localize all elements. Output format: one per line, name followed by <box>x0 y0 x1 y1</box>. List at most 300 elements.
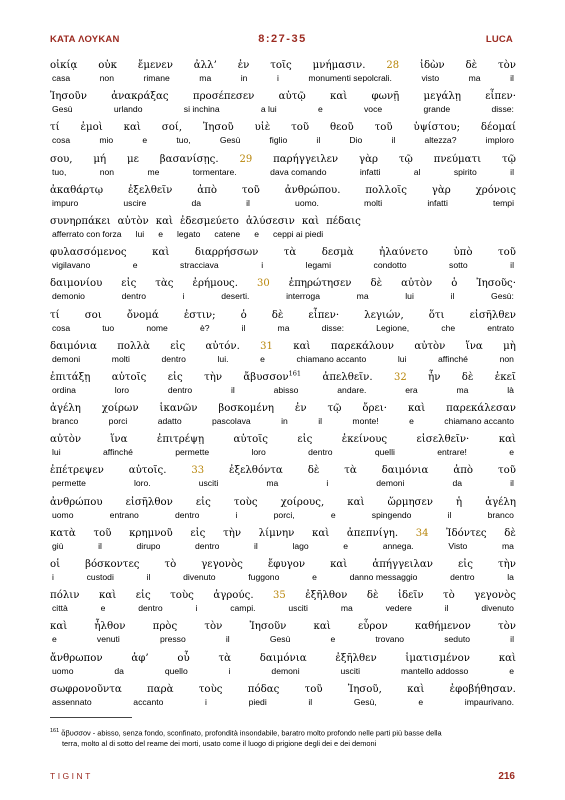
greek-word: δαιμόνια <box>381 465 429 477</box>
italian-gloss: andare. <box>337 384 367 395</box>
italian-gloss: da <box>452 478 463 489</box>
italian-gloss: non <box>99 73 114 83</box>
italian-gloss: Legione, <box>376 322 410 333</box>
greek-word: ὄνομά <box>126 309 159 321</box>
greek-word: αὐτὸν <box>50 434 82 446</box>
italian-gloss: il <box>510 166 514 177</box>
greek-word: τοῖς <box>270 60 292 71</box>
greek-word: παρεκάλουν <box>330 340 394 352</box>
greek-word: τοὺς <box>233 496 258 508</box>
italian-gloss: entrano <box>109 509 139 520</box>
italian-gloss-line <box>50 541 516 552</box>
italian-gloss: demoni <box>271 665 300 676</box>
greek-word: ἀπελθεῖν. <box>322 371 373 383</box>
italian-gloss: casa <box>52 73 71 83</box>
italian-gloss: impaurivano. <box>464 696 514 707</box>
italian-gloss: e <box>260 353 265 364</box>
italian-gloss: spirito <box>453 166 477 177</box>
greek-word: τοῦ <box>291 122 310 134</box>
italian-gloss: entrare! <box>437 447 467 458</box>
greek-word: ἡ <box>456 496 463 508</box>
italian-gloss: e <box>132 260 138 271</box>
greek-word: με <box>127 153 139 165</box>
greek-word: ἵνα <box>110 434 128 446</box>
greek-word: ἐστιν; <box>183 309 216 321</box>
italian-gloss: rimane <box>143 73 170 83</box>
italian-gloss: ma <box>501 540 514 551</box>
interlinear-line <box>50 433 516 464</box>
italian-gloss: il <box>308 696 313 707</box>
greek-word: ὁ <box>451 278 458 290</box>
italian-gloss: loro. <box>133 478 151 489</box>
greek-word: πολλὰ <box>117 340 150 352</box>
italian-gloss: loro <box>251 447 266 458</box>
greek-word-text: ἄβυσσον <box>243 371 289 383</box>
italian-gloss: demonio <box>52 291 85 302</box>
italian-gloss: lui <box>52 447 61 458</box>
greek-word: ἀνθρώπου. <box>284 184 341 196</box>
italian-gloss: altezza? <box>424 135 457 146</box>
greek-word: παρεκάλεσαν <box>446 403 516 415</box>
greek-word: πόδας <box>247 683 280 695</box>
interlinear-text <box>50 59 516 714</box>
greek-word: τῷ <box>398 153 413 165</box>
italian-gloss-line <box>50 354 516 365</box>
italian-gloss-line <box>50 510 516 521</box>
italian-gloss: assennato <box>52 696 92 707</box>
greek-word: ἐφοβήθησαν. <box>449 683 516 695</box>
italian-gloss: uscire <box>123 197 147 208</box>
greek-word: καὶ <box>498 652 516 664</box>
interlinear-line <box>50 527 516 558</box>
greek-word: αὐτοῖς <box>233 434 268 446</box>
interlinear-line <box>50 496 516 527</box>
italian-gloss: Visto <box>448 540 468 551</box>
italian-gloss: ceppi ai piedi <box>273 228 324 239</box>
greek-word: τὴν <box>497 559 516 570</box>
italian-gloss-line <box>50 135 516 146</box>
greek-word: τοὺς <box>170 590 194 602</box>
greek-word: ἰδὼν <box>419 60 445 71</box>
italian-gloss: disse: <box>321 322 345 333</box>
italian-gloss: uomo <box>52 509 74 520</box>
italian-gloss: il <box>254 540 258 551</box>
greek-word: σοι <box>84 309 102 321</box>
italian-gloss: il <box>241 322 246 333</box>
greek-word: καὶ <box>347 496 365 508</box>
greek-word: καὶ <box>407 403 426 415</box>
greek-word: καὶ <box>313 621 331 633</box>
italian-gloss: infatti <box>359 166 381 177</box>
greek-line <box>50 558 516 572</box>
greek-word: ἀφ’ <box>131 652 149 664</box>
footnote-divider <box>50 717 132 718</box>
greek-word: εἰς <box>121 278 137 290</box>
greek-word: παρὰ <box>147 683 174 695</box>
greek-word: τὴν <box>223 527 242 539</box>
greek-word: βοσκομένη <box>218 403 274 415</box>
interlinear-line <box>50 558 516 589</box>
greek-word: τὸ <box>164 559 177 570</box>
greek-word: πολλοῖς <box>365 184 407 196</box>
italian-gloss: dava comando <box>270 166 327 177</box>
greek-word: καὶ <box>330 559 348 570</box>
greek-line <box>50 309 516 323</box>
italian-gloss: legami <box>305 260 331 271</box>
verse-number: 35 <box>273 590 286 602</box>
interlinear-line <box>50 464 516 495</box>
greek-word: ἐμοὶ <box>80 122 103 134</box>
greek-word: κατὰ <box>50 527 76 539</box>
greek-word: δὲ <box>307 465 320 477</box>
italian-gloss: abisso <box>273 384 299 395</box>
footnote-reference[interactable]: 161 <box>288 369 302 378</box>
greek-word: δὲ <box>370 278 383 290</box>
interlinear-line <box>50 683 516 714</box>
greek-word: ἀπὸ <box>453 465 474 477</box>
italian-gloss: ma <box>199 73 212 83</box>
greek-word: εἰς <box>297 434 313 446</box>
interlinear-line <box>50 121 516 152</box>
italian-gloss: e <box>317 104 323 115</box>
greek-word: προσέπεσεν <box>192 91 255 103</box>
greek-line <box>50 184 516 198</box>
italian-gloss: là <box>507 384 514 395</box>
italian-gloss: condotto <box>373 260 407 271</box>
greek-word: εἰς <box>167 371 183 383</box>
greek-line <box>50 246 516 260</box>
italian-gloss: molti <box>364 197 383 208</box>
italian-gloss-line <box>50 229 516 240</box>
italian-gloss: affinché <box>438 353 468 364</box>
greek-word: ὑψίστου; <box>413 122 461 134</box>
italian-gloss: visto <box>421 73 440 83</box>
greek-word: σοί, <box>161 122 183 134</box>
italian-gloss: pascolava <box>212 416 251 427</box>
greek-word: οὗ <box>177 652 190 664</box>
italian-gloss: porci, <box>273 509 295 520</box>
greek-line <box>50 402 516 416</box>
greek-line <box>50 371 516 385</box>
greek-word: γεγονὸς <box>201 559 243 570</box>
greek-word: ἀπήγγειλαν <box>372 559 433 570</box>
italian-gloss: demoni <box>376 478 405 489</box>
italian-gloss: monumenti sepolcrali. <box>308 73 392 83</box>
page-number: 216 <box>498 771 515 782</box>
greek-word: Ἰησοῦ, <box>347 683 382 695</box>
italian-gloss-line <box>50 104 516 115</box>
italian-gloss: urlando <box>113 104 143 115</box>
italian-gloss: permette <box>175 447 210 458</box>
italian-gloss: me <box>147 166 160 177</box>
greek-word: ἐπιτρέψῃ <box>156 434 205 446</box>
italian-gloss: branco <box>52 416 79 427</box>
italian-gloss: e <box>509 447 514 458</box>
italian-gloss: spingendo <box>371 509 412 520</box>
greek-word: Ἰησοῦν <box>50 91 87 103</box>
greek-word: πνεύματι <box>433 153 482 165</box>
greek-word: δεσμὰ <box>321 247 354 259</box>
italian-gloss: annega. <box>382 540 414 551</box>
italian-gloss: Gesù: <box>491 291 514 302</box>
verse-number: 31 <box>260 340 273 352</box>
italian-gloss: uomo. <box>295 197 319 208</box>
greek-word: εἰς <box>135 590 151 602</box>
greek-word: καὶ <box>498 434 516 446</box>
interlinear-line <box>50 215 516 246</box>
italian-gloss: vigilavano <box>52 260 91 271</box>
italian-gloss: legato <box>176 228 201 239</box>
italian-gloss: dentro <box>195 540 220 551</box>
italian-gloss: tuo, <box>52 166 67 177</box>
italian-gloss: i <box>195 603 198 614</box>
italian-gloss: dentro <box>161 353 186 364</box>
italian-gloss: dentro <box>167 384 193 395</box>
verse-number: 30 <box>257 278 270 290</box>
italian-gloss-line <box>50 385 516 396</box>
italian-gloss: ma <box>277 322 290 333</box>
italian-gloss: usciti <box>340 665 361 676</box>
greek-word: ἔμενεν <box>137 60 173 71</box>
italian-gloss: il <box>316 135 321 146</box>
greek-word: καὶ <box>407 683 425 695</box>
italian-gloss: al <box>413 166 421 177</box>
interlinear-line <box>50 153 516 184</box>
greek-word: ἱματισμένον <box>405 652 470 664</box>
greek-line <box>50 464 516 478</box>
greek-word: εἰσελθεῖν· <box>416 434 470 446</box>
italian-gloss: Gesù <box>52 104 73 115</box>
greek-word: πρὸς <box>152 621 178 633</box>
italian-gloss: ma <box>340 603 353 614</box>
greek-word: καὶ <box>293 340 311 352</box>
italian-gloss: ma <box>266 478 279 489</box>
verse-number: 32 <box>393 371 407 383</box>
greek-word: ἠλαύνετο <box>379 247 428 259</box>
italian-gloss: il <box>510 634 514 645</box>
greek-word: μή <box>93 153 107 165</box>
italian-gloss: Gesù <box>219 135 241 146</box>
italian-gloss: monte! <box>352 416 379 427</box>
greek-word: αὐτοῖς <box>111 371 147 383</box>
italian-gloss: il <box>231 384 235 395</box>
italian-gloss: lui <box>397 353 407 364</box>
greek-word: τὸν <box>204 621 223 633</box>
italian-gloss: il <box>98 540 102 551</box>
italian-gloss: lago <box>292 540 309 551</box>
greek-word: δὲ <box>271 309 284 321</box>
greek-word: εἰς <box>457 559 473 570</box>
italian-gloss: i <box>52 572 54 582</box>
greek-word: τὸ <box>443 590 455 602</box>
italian-gloss: trovano <box>375 634 405 645</box>
book-title-greek: ΚΑΤΑ ΛΟΥΚΑΝ <box>50 34 120 45</box>
italian-gloss: divenuto <box>183 572 216 582</box>
greek-word: καὶ <box>311 527 330 539</box>
greek-word: δαιμόνια <box>50 340 97 352</box>
interlinear-line <box>50 402 516 433</box>
italian-gloss-line <box>50 634 516 645</box>
italian-gloss: chiamano accanto <box>444 416 514 427</box>
italian-gloss: vedere <box>385 603 412 614</box>
italian-gloss: città <box>52 603 68 614</box>
greek-word: λίμνην <box>258 527 295 539</box>
italian-gloss: il <box>318 416 323 427</box>
greek-line <box>50 620 516 634</box>
greek-line <box>50 589 516 603</box>
italian-gloss: uomo <box>52 665 74 676</box>
italian-gloss: a lui <box>260 104 277 115</box>
footnote <box>50 726 520 749</box>
italian-gloss: si inchina <box>183 104 220 115</box>
italian-gloss: i <box>182 291 185 302</box>
greek-word: μὴ <box>503 340 516 352</box>
italian-gloss: tuo, <box>176 135 191 146</box>
greek-word: πέδαις <box>326 215 361 227</box>
greek-word: τὰ <box>344 465 357 477</box>
italian-gloss: il <box>246 197 250 208</box>
greek-word <box>243 371 301 385</box>
greek-word: ἐπηρώτησεν <box>288 278 352 290</box>
greek-word: ἐπέτρεψεν <box>50 465 104 477</box>
italian-gloss: i <box>326 478 329 489</box>
footnote-number: 161 <box>50 728 60 734</box>
greek-word: δαιμόνια <box>259 652 307 664</box>
italian-gloss: tempi <box>492 197 514 208</box>
greek-word: ἀπὸ <box>197 184 217 196</box>
greek-line <box>50 90 516 104</box>
italian-gloss: da <box>191 197 201 208</box>
greek-word: καὶ <box>301 215 320 227</box>
greek-word: βόσκοντες <box>85 559 140 570</box>
italian-gloss-line <box>50 260 516 271</box>
italian-gloss: giù <box>52 540 64 551</box>
italian-gloss: il <box>450 291 455 302</box>
footnote-text-line-2: terra, molto al di sotto del reame dei morti, usato come il luogo di prigione degli dei e dei demoni <box>62 738 377 748</box>
greek-word: εἰς <box>195 496 211 508</box>
book-title-italian: LUCA <box>485 34 513 45</box>
greek-word: γεγονὸς <box>474 590 516 602</box>
italian-gloss: la <box>507 572 514 582</box>
italian-gloss: disse: <box>491 104 514 115</box>
italian-gloss: dentro <box>138 603 163 614</box>
italian-gloss: imploro <box>485 135 514 146</box>
italian-gloss: venuti <box>96 634 120 645</box>
greek-word: οἰκίᾳ <box>50 60 78 71</box>
italian-gloss: che <box>441 322 456 333</box>
greek-word: ἀγέλη <box>50 403 81 415</box>
greek-word: ἐξῆλθεν <box>335 652 377 664</box>
italian-gloss: presso <box>159 634 186 645</box>
greek-word: ἀνθρώπου <box>50 496 103 508</box>
italian-gloss: Dio <box>349 135 363 146</box>
greek-word: ἀλλ’ <box>193 60 217 71</box>
italian-gloss: usciti <box>198 478 219 489</box>
greek-word: αὐτόν. <box>205 340 240 352</box>
italian-gloss: fuggono <box>248 572 280 582</box>
italian-gloss: ordina <box>52 384 76 395</box>
italian-gloss: il <box>391 135 396 146</box>
greek-word: αὐτὸν <box>117 215 149 227</box>
interlinear-line <box>50 652 516 683</box>
italian-gloss-line <box>50 167 516 178</box>
greek-word: ἦλθον <box>94 621 126 633</box>
greek-word: τοῦ <box>304 683 323 695</box>
greek-word: τοῦ <box>497 465 516 477</box>
greek-word: ἀνακράξας <box>111 91 169 103</box>
greek-line <box>50 59 516 73</box>
italian-gloss: branco <box>487 509 514 520</box>
greek-line <box>50 153 516 167</box>
italian-gloss: i <box>235 509 238 520</box>
italian-gloss: adatto <box>157 416 182 427</box>
italian-gloss: divenuto <box>481 603 514 614</box>
italian-gloss: catene <box>214 228 241 239</box>
greek-word: τί <box>50 122 60 134</box>
italian-gloss: deserti. <box>221 291 250 302</box>
italian-gloss: quello <box>164 665 188 676</box>
greek-word: δαιμονίου <box>50 278 103 290</box>
greek-word: μεγάλῃ <box>423 91 461 103</box>
italian-gloss: interroga <box>286 291 320 302</box>
italian-gloss: il <box>510 478 514 489</box>
greek-line <box>50 652 516 666</box>
greek-line <box>50 277 516 291</box>
greek-word: σου, <box>50 153 73 165</box>
greek-word: λεγιών, <box>364 309 404 321</box>
greek-word: τοῦ <box>497 247 516 259</box>
italian-gloss-line <box>50 447 516 458</box>
greek-word: ἀπεπνίγη. <box>346 527 399 539</box>
italian-gloss: non <box>99 166 115 177</box>
italian-gloss: cosa <box>52 135 71 146</box>
italian-gloss: infatti <box>427 197 448 208</box>
greek-word: δὲ <box>366 590 379 602</box>
greek-word: τοῦ <box>93 527 112 539</box>
italian-gloss-line <box>50 73 516 84</box>
greek-word: καὶ <box>329 91 348 103</box>
greek-word: καὶ <box>50 621 68 633</box>
italian-gloss: lui <box>135 228 145 239</box>
greek-word: φωνῇ <box>371 91 400 103</box>
italian-gloss: il <box>225 634 230 645</box>
italian-gloss: chiamano accanto <box>296 353 367 364</box>
italian-gloss: e <box>158 228 163 239</box>
italian-gloss: e <box>343 540 349 551</box>
italian-gloss: mantello addosso <box>400 665 469 676</box>
italian-gloss: lui. <box>217 353 229 364</box>
greek-word: καὶ <box>152 247 170 259</box>
greek-word: Ἰησοῦ <box>203 122 234 134</box>
greek-word: ὑπὸ <box>453 247 473 259</box>
italian-gloss: custodi <box>86 572 114 582</box>
italian-gloss: accanto <box>133 696 164 707</box>
greek-word: βασανίσῃς. <box>159 153 219 165</box>
greek-line <box>50 527 516 541</box>
italian-gloss: nome <box>146 322 168 333</box>
greek-line <box>50 683 516 697</box>
greek-word: τοὺς <box>198 683 223 695</box>
italian-gloss: quelli <box>374 447 395 458</box>
verse-number: 34 <box>415 527 429 539</box>
italian-gloss: figlio <box>269 135 288 146</box>
italian-gloss-line <box>50 291 516 302</box>
greek-word: αὐτὸν <box>401 278 433 290</box>
verse-number: 29 <box>239 153 253 165</box>
italian-gloss-line <box>50 416 516 427</box>
italian-gloss: ma <box>456 384 469 395</box>
italian-gloss: Gesù <box>269 634 291 645</box>
